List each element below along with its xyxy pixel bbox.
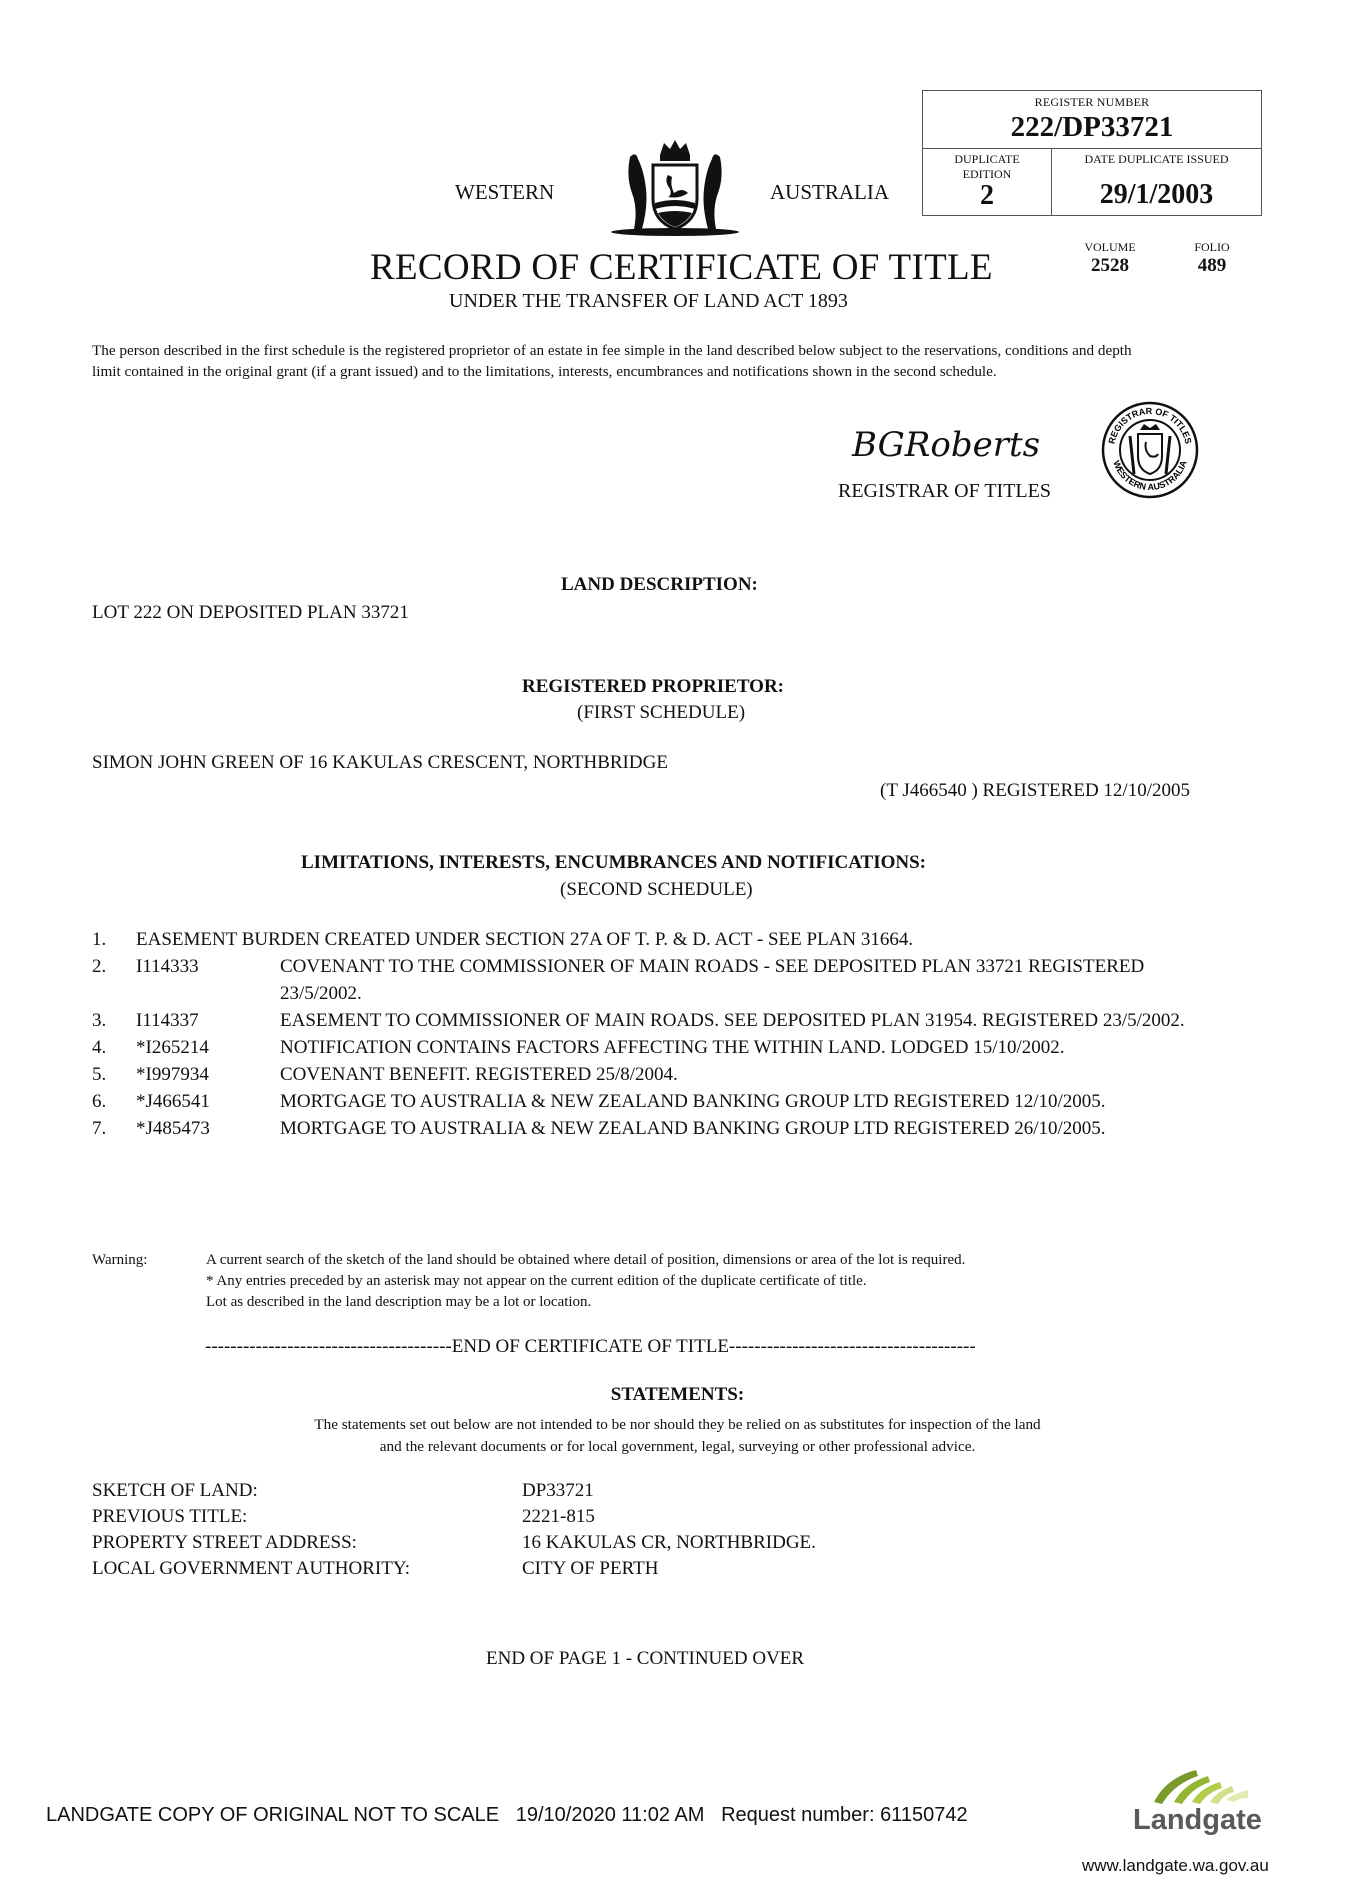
duplicate-edition: 2 bbox=[980, 180, 994, 211]
encumbrance-item bbox=[92, 1061, 1272, 1088]
statement-label: PROPERTY STREET ADDRESS: bbox=[92, 1532, 357, 1553]
encumbrance-text: COVENANT TO THE COMMISSIONER OF MAIN ROADS - SEE DEPOSITED PLAN 33721 REGISTERED 23/5/2002. bbox=[280, 956, 1145, 1004]
statement-label: LOCAL GOVERNMENT AUTHORITY: bbox=[92, 1558, 411, 1579]
land-description-text: LOT 222 ON DEPOSITED PLAN 33721 bbox=[92, 602, 409, 623]
edition-label-1: DUPLICATE bbox=[954, 152, 1020, 166]
statement-row bbox=[92, 1478, 816, 1504]
volume-label: VOLUME bbox=[1084, 240, 1136, 254]
statement-value: 2221-815 bbox=[522, 1506, 595, 1527]
encumbrance-text: COVENANT BENEFIT. REGISTERED 25/8/2004. bbox=[280, 1064, 678, 1085]
encumbrance-number: 5. bbox=[92, 1064, 107, 1085]
seal-bottom-text: WESTERN AUSTRALIA bbox=[1111, 459, 1189, 493]
proprietor-subheading: (FIRST SCHEDULE) bbox=[577, 702, 746, 723]
register-box bbox=[922, 90, 1262, 216]
statements-note-1: The statements set out below are not intended to be nor should they be relied on as substitutes for inspection of the land bbox=[314, 1416, 1041, 1433]
edition-label-2: EDITION bbox=[962, 167, 1012, 181]
registrar-signature: BGRoberts bbox=[852, 425, 1041, 465]
encumbrance-ref: *J466541 bbox=[136, 1091, 210, 1112]
date-issued-label: DATE DUPLICATE ISSUED bbox=[1084, 152, 1229, 166]
intro-paragraph: The person described in the first schedule is the registered proprietor of an estate in fee simple in the land described below subject to the reservations, conditions and depth limit contained in the original grant (if a grant issued) and to the limitations, interests, encumbrances and notifications shown in the second schedule. bbox=[92, 342, 1132, 380]
copy-notice: LANDGATE COPY OF ORIGINAL NOT TO SCALE 19/10/2020 11:02 AM Request number: 61150742 bbox=[46, 1804, 968, 1826]
encumbrance-item bbox=[92, 953, 1272, 1007]
register-number: 222/DP33721 bbox=[1010, 111, 1174, 143]
statement-value: CITY OF PERTH bbox=[522, 1558, 659, 1579]
warning-line: A current search of the sketch of the land should be obtained where detail of position, dimensions or area of the lot is required. bbox=[206, 1252, 966, 1268]
land-description-heading: LAND DESCRIPTION: bbox=[561, 574, 758, 595]
encumbrance-text: MORTGAGE TO AUSTRALIA & NEW ZEALAND BANKING GROUP LTD REGISTERED 12/10/2005. bbox=[280, 1091, 1106, 1112]
landgate-logo-icon bbox=[1140, 1768, 1260, 1808]
encumbrance-item bbox=[92, 1007, 1272, 1034]
statements-heading: STATEMENTS: bbox=[610, 1384, 745, 1405]
encumbrance-number: 6. bbox=[92, 1091, 107, 1112]
svg-text:REGISTRAR OF TITLES bbox=[1107, 406, 1194, 445]
statement-value: DP33721 bbox=[522, 1480, 594, 1501]
statement-value: 16 KAKULAS CR, NORTHBRIDGE. bbox=[522, 1532, 816, 1553]
encumbrances-subheading: (SECOND SCHEDULE) bbox=[560, 879, 753, 900]
warning-line: Lot as described in the land description may be a lot or location. bbox=[206, 1294, 592, 1310]
proprietor-name: SIMON JOHN GREEN OF 16 KAKULAS CRESCENT, NORTHBRIDGE bbox=[92, 752, 668, 773]
warning-text bbox=[206, 1250, 1286, 1313]
end-of-page: END OF PAGE 1 - CONTINUED OVER bbox=[486, 1648, 805, 1669]
seal-top-text: REGISTRAR OF TITLES bbox=[1106, 405, 1194, 445]
statement-row bbox=[92, 1504, 816, 1530]
encumbrance-ref: *I265214 bbox=[136, 1037, 209, 1058]
encumbrance-number: 3. bbox=[92, 1010, 107, 1031]
encumbrance-list bbox=[92, 926, 1272, 1142]
encumbrance-item bbox=[92, 1034, 1272, 1061]
statement-label: SKETCH OF LAND: bbox=[92, 1480, 258, 1501]
register-number-label: REGISTER NUMBER bbox=[1034, 95, 1150, 109]
encumbrance-ref: *J485473 bbox=[136, 1118, 210, 1139]
encumbrance-item bbox=[92, 926, 1272, 953]
coat-of-arms-icon bbox=[608, 137, 742, 237]
encumbrance-ref: I114337 bbox=[136, 1010, 199, 1031]
page-subtitle: UNDER THE TRANSFER OF LAND ACT 1893 bbox=[449, 290, 848, 312]
statement-row bbox=[92, 1530, 816, 1556]
encumbrance-ref: *I997934 bbox=[136, 1064, 209, 1085]
date-issued: 29/1/2003 bbox=[1099, 179, 1214, 210]
proprietor-registration: (T J466540 ) REGISTERED 12/10/2005 bbox=[880, 780, 1190, 801]
encumbrance-ref: I114333 bbox=[136, 956, 199, 977]
encumbrance-text: EASEMENT TO COMMISSIONER OF MAIN ROADS. SEE DEPOSITED PLAN 31954. REGISTERED 23/5/2002. bbox=[280, 1010, 1185, 1031]
encumbrances-heading: LIMITATIONS, INTERESTS, ENCUMBRANCES AND NOTIFICATIONS: bbox=[301, 852, 927, 873]
encumbrance-number: 2. bbox=[92, 956, 107, 977]
page-title: RECORD OF CERTIFICATE OF TITLE bbox=[370, 247, 993, 288]
statement-label: PREVIOUS TITLE: bbox=[92, 1506, 248, 1527]
folio-value: 489 bbox=[1197, 255, 1227, 276]
encumbrance-item bbox=[92, 1088, 1272, 1115]
warning-label: Warning: bbox=[92, 1252, 148, 1268]
warning-line: * Any entries preceded by an asterisk may not appear on the current edition of the duplicate certificate of title. bbox=[206, 1273, 867, 1289]
volume-block bbox=[1070, 240, 1150, 277]
landgate-logo-text: Landgate bbox=[1133, 1804, 1262, 1836]
header-western: WESTERN bbox=[455, 180, 555, 204]
registrar-seal-icon bbox=[1100, 400, 1200, 500]
volume-value: 2528 bbox=[1091, 255, 1129, 276]
encumbrance-number: 4. bbox=[92, 1037, 107, 1058]
registrar-title: REGISTRAR OF TITLES bbox=[838, 480, 1051, 502]
folio-block bbox=[1172, 240, 1252, 277]
encumbrance-number: 7. bbox=[92, 1118, 107, 1139]
end-of-certificate: ---------------------------------------END OF CERTIFICATE OF TITLE--------------------------------------- bbox=[205, 1336, 976, 1357]
statement-row bbox=[92, 1556, 816, 1582]
statements-note-2: and the relevant documents or for local government, legal, surveying or other professional advice. bbox=[379, 1438, 976, 1455]
folio-label: FOLIO bbox=[1194, 240, 1230, 254]
proprietor-heading: REGISTERED PROPRIETOR: bbox=[522, 676, 785, 697]
landgate-url[interactable]: www.landgate.wa.gov.au bbox=[1082, 1856, 1269, 1875]
encumbrance-item bbox=[92, 1115, 1272, 1142]
encumbrance-text: NOTIFICATION CONTAINS FACTORS AFFECTING THE WITHIN LAND. LODGED 15/10/2002. bbox=[280, 1037, 1065, 1058]
header-australia: AUSTRALIA bbox=[770, 180, 889, 204]
encumbrance-text: MORTGAGE TO AUSTRALIA & NEW ZEALAND BANKING GROUP LTD REGISTERED 26/10/2005. bbox=[280, 1118, 1106, 1139]
encumbrance-text: EASEMENT BURDEN CREATED UNDER SECTION 27A OF T. P. & D. ACT - SEE PLAN 31664. bbox=[136, 929, 914, 950]
encumbrance-number: 1. bbox=[92, 929, 107, 950]
statements-table bbox=[92, 1478, 816, 1582]
